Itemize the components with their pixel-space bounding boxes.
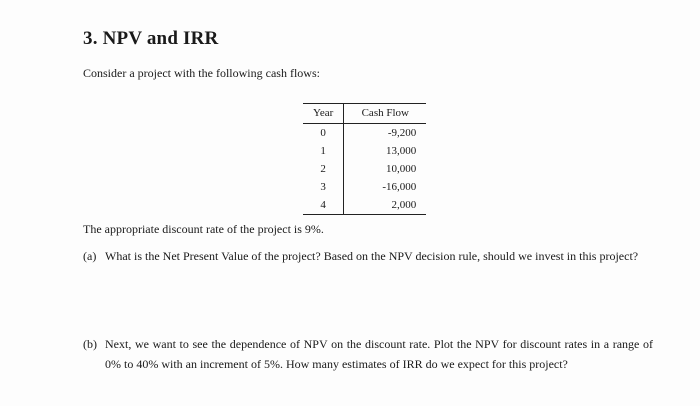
- table-row: [303, 124, 426, 143]
- cash-flow-cell: -9,200: [387, 127, 417, 139]
- table-row: [303, 160, 426, 178]
- cash-flow-cell: 10,000: [386, 163, 417, 175]
- table-header-row: [303, 104, 426, 124]
- header-year: Year: [303, 104, 344, 124]
- question-a: [83, 246, 653, 266]
- year-cell: 2: [303, 160, 344, 178]
- cash-flow-cell: -16,000: [382, 181, 417, 193]
- question-text: What is the Net Present Value of the project? Based on the NPV decision rule, should we invest in this project?: [105, 249, 639, 263]
- table-row: [303, 142, 426, 160]
- question-label: (a): [83, 249, 97, 263]
- question-text: Next, we want to see the dependence of NPV on the discount rate. Plot the NPV for discount rates in a range of 0% to 40% with an increment of 5%. How many estimates of IRR do we expect for this project?: [105, 337, 653, 371]
- discount-rate-text: The appropriate discount rate of the project is 9%.: [83, 222, 324, 236]
- header-cash-flow: Cash Flow: [344, 104, 427, 124]
- section-title: 3. NPV and IRR: [83, 28, 219, 49]
- question-label: (b): [83, 337, 97, 351]
- table-row: [303, 196, 426, 215]
- year-cell: 4: [303, 196, 344, 215]
- cash-flow-table: [303, 103, 426, 215]
- cash-flow-cell: 13,000: [386, 145, 417, 157]
- intro-text: Consider a project with the following cash flows:: [83, 66, 320, 80]
- cash-flow-cell: 2,000: [344, 196, 427, 215]
- table-row: [303, 178, 426, 196]
- year-cell: 3: [303, 178, 344, 196]
- year-cell: 0: [303, 124, 344, 143]
- year-cell: 1: [303, 142, 344, 160]
- question-b: [83, 334, 653, 374]
